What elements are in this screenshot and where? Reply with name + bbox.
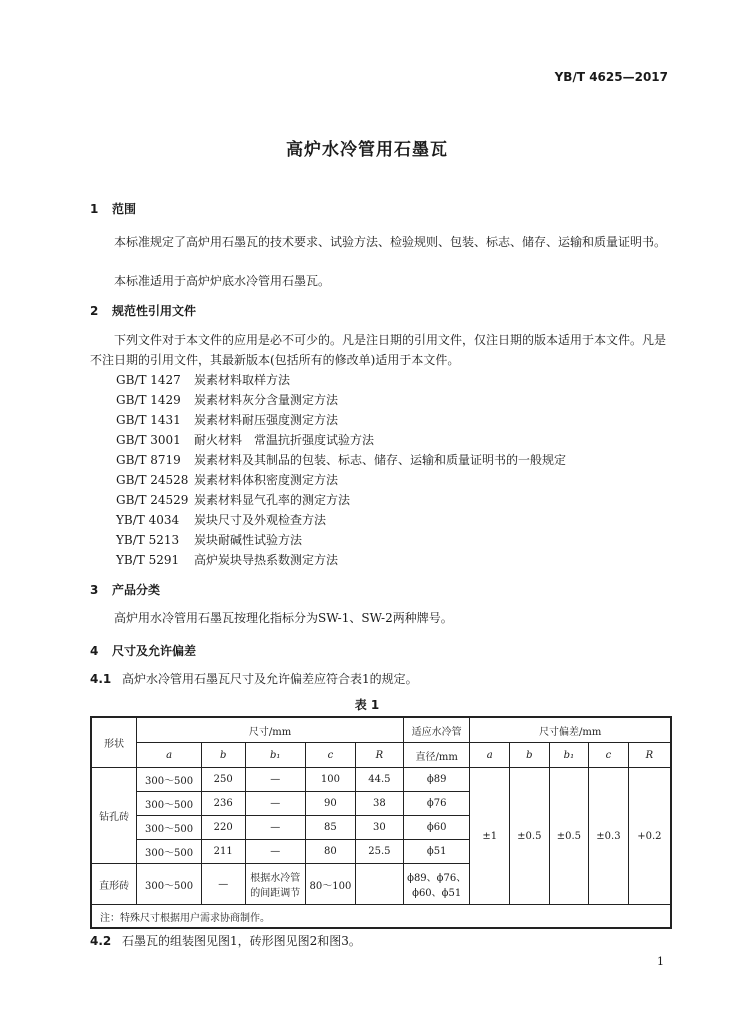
section-4-heading xyxy=(90,642,196,659)
cell-b: 250 xyxy=(201,768,245,792)
cell-pipe-diameter: ϕ60 xyxy=(403,816,470,840)
cell-b1-line-1: 根据水冷管 xyxy=(250,873,301,884)
header-deviation-group: 尺寸偏差/mm xyxy=(470,717,671,743)
header-c: c xyxy=(305,743,355,768)
cell-a: 300～500 xyxy=(137,840,202,864)
reference-name: 炭素材料灰分含量测定方法 xyxy=(194,393,339,407)
reference-item xyxy=(116,470,566,490)
cell-pipe-diameter: ϕ89 xyxy=(403,768,470,792)
table-subheader-row xyxy=(91,743,671,768)
cell-b1: — xyxy=(245,792,305,816)
cell-a: 300～500 xyxy=(137,816,202,840)
reference-list xyxy=(116,370,566,570)
reference-name: 炭块耐碱性试验方法 xyxy=(194,533,303,547)
cell-c: 85 xyxy=(305,816,355,840)
cell-c: 90 xyxy=(305,792,355,816)
cell-pipe-diameter xyxy=(403,864,470,905)
section-2-intro: 下列文件对于本文件的应用是必不可少的。凡是注日期的引用文件，仅注日期的版本适用于本文件。凡是不注日期的引用文件，其最新版本(包括所有的修改单)适用于本文件。 xyxy=(90,333,667,367)
reference-item xyxy=(116,450,566,470)
standard-number: YB/T 4625—2017 xyxy=(554,70,668,84)
cell-b: 236 xyxy=(201,792,245,816)
cell-R xyxy=(355,864,403,905)
cell-R: 30 xyxy=(355,816,403,840)
header-b: b xyxy=(201,743,245,768)
page-number: 1 xyxy=(657,955,664,968)
reference-item xyxy=(116,410,566,430)
tolerance-b1: ±0.5 xyxy=(549,768,589,905)
cell-a: 300～500 xyxy=(137,864,202,905)
cell-c: 100 xyxy=(305,768,355,792)
reference-item xyxy=(116,370,566,390)
reference-name: 炭素材料显气孔率的测定方法 xyxy=(194,493,351,507)
reference-item xyxy=(116,550,566,570)
cell-b1: — xyxy=(245,840,305,864)
clause-4-1 xyxy=(90,670,418,687)
table-note: 注：特殊尺寸根据用户需求协商制作。 xyxy=(91,905,671,929)
reference-name: 高炉炭块导热系数测定方法 xyxy=(194,553,339,567)
header-shape: 形状 xyxy=(91,717,137,768)
clause-number: 4.1 xyxy=(90,672,112,686)
dimension-table xyxy=(90,716,672,929)
reference-code: YB/T 4034 xyxy=(116,513,180,527)
tolerance-b: ±0.5 xyxy=(510,768,550,905)
table-note-row xyxy=(91,905,671,929)
header-pipe-bottom: 直径/mm xyxy=(403,743,470,768)
header-a: a xyxy=(137,743,202,768)
reference-code: GB/T 1427 xyxy=(116,373,181,387)
reference-code: GB/T 3001 xyxy=(116,433,181,447)
cell-R: 25.5 xyxy=(355,840,403,864)
header-dev-b: b xyxy=(510,743,550,768)
clause-4-2 xyxy=(90,932,361,949)
table-header-row xyxy=(91,717,671,743)
header-size-group: 尺寸/mm xyxy=(137,717,404,743)
header-dev-a: a xyxy=(470,743,510,768)
reference-name: 炭素材料取样方法 xyxy=(194,373,291,387)
reference-item xyxy=(116,390,566,410)
cell-pipe-diameter: ϕ51 xyxy=(403,840,470,864)
reference-name: 炭素材料体积密度测定方法 xyxy=(194,473,339,487)
tolerance-c: ±0.3 xyxy=(589,768,629,905)
reference-name: 炭素材料及其制品的包装、标志、储存、运输和质量证明书的一般规定 xyxy=(194,453,567,467)
section-title: 范围 xyxy=(112,202,137,216)
reference-code: YB/T 5213 xyxy=(116,533,180,547)
reference-code: YB/T 5291 xyxy=(116,553,180,567)
cell-a: 300～500 xyxy=(137,792,202,816)
header-dev-R: R xyxy=(628,743,671,768)
header-dev-c: c xyxy=(589,743,629,768)
shape-straight-brick: 直形砖 xyxy=(91,864,137,905)
reference-code: GB/T 24528 xyxy=(116,473,189,487)
cell-R: 38 xyxy=(355,792,403,816)
cell-c: 80～100 xyxy=(305,864,355,905)
clause-text: 高炉水冷管用石墨瓦尺寸及允许偏差应符合表1的规定。 xyxy=(122,672,418,686)
section-3-paragraph: 高炉用水冷管用石墨瓦按理化指标分为SW-1、SW-2两种牌号。 xyxy=(114,611,453,625)
cell-pipe-line-1: ϕ89、ϕ76、 xyxy=(407,873,467,884)
reference-code: GB/T 8719 xyxy=(116,453,181,467)
section-number: 2 xyxy=(90,304,99,318)
tolerance-a: ±1 xyxy=(470,768,510,905)
section-title: 尺寸及允许偏差 xyxy=(112,644,197,658)
cell-b1: — xyxy=(245,768,305,792)
reference-item xyxy=(116,510,566,530)
reference-item xyxy=(116,530,566,550)
section-number: 1 xyxy=(90,202,99,216)
reference-name: 炭块尺寸及外观检查方法 xyxy=(194,513,327,527)
clause-number: 4.2 xyxy=(90,934,112,948)
section-3-heading xyxy=(90,581,160,598)
cell-a: 300～500 xyxy=(137,768,202,792)
cell-b: 220 xyxy=(201,816,245,840)
reference-item xyxy=(116,490,566,510)
section-1-paragraph-1: 本标准规定了高炉用石墨瓦的技术要求、试验方法、检验规则、包装、标志、储存、运输和质量证明书。 xyxy=(114,235,667,249)
reference-name: 耐火材料 常温抗折强度试验方法 xyxy=(194,433,375,447)
reference-item xyxy=(116,430,566,450)
cell-pipe-line-2: ϕ60、ϕ51 xyxy=(412,888,462,899)
tolerance-R: +0.2 xyxy=(628,768,671,905)
clause-text: 石墨瓦的组装图见图1，砖形图见图2和图3。 xyxy=(122,934,361,948)
table-caption: 表 1 xyxy=(354,698,380,712)
cell-b1-line-2: 的间距调节 xyxy=(250,888,301,899)
section-1-heading xyxy=(90,200,136,217)
table-row xyxy=(91,768,671,792)
reference-name: 炭素材料耐压强度测定方法 xyxy=(194,413,339,427)
header-b1: b₁ xyxy=(245,743,305,768)
section-title: 规范性引用文件 xyxy=(112,304,197,318)
section-number: 4 xyxy=(90,644,99,658)
reference-code: GB/T 24529 xyxy=(116,493,189,507)
section-number: 3 xyxy=(90,583,99,597)
section-title: 产品分类 xyxy=(112,583,161,597)
cell-b: 211 xyxy=(201,840,245,864)
header-pipe-top: 适应水冷管 xyxy=(403,717,470,743)
shape-drilled-brick: 钻孔砖 xyxy=(91,768,137,864)
cell-pipe-diameter: ϕ76 xyxy=(403,792,470,816)
header-dev-b1: b₁ xyxy=(549,743,589,768)
cell-b: — xyxy=(201,864,245,905)
cell-c: 80 xyxy=(305,840,355,864)
section-2-heading xyxy=(90,302,196,319)
reference-code: GB/T 1431 xyxy=(116,413,181,427)
header-R: R xyxy=(355,743,403,768)
cell-b1 xyxy=(245,864,305,905)
section-1-paragraph-2: 本标准适用于高炉炉底水冷管用石墨瓦。 xyxy=(114,274,331,288)
cell-R: 44.5 xyxy=(355,768,403,792)
cell-b1: — xyxy=(245,816,305,840)
document-title: 高炉水冷管用石墨瓦 xyxy=(286,140,448,160)
reference-code: GB/T 1429 xyxy=(116,393,181,407)
